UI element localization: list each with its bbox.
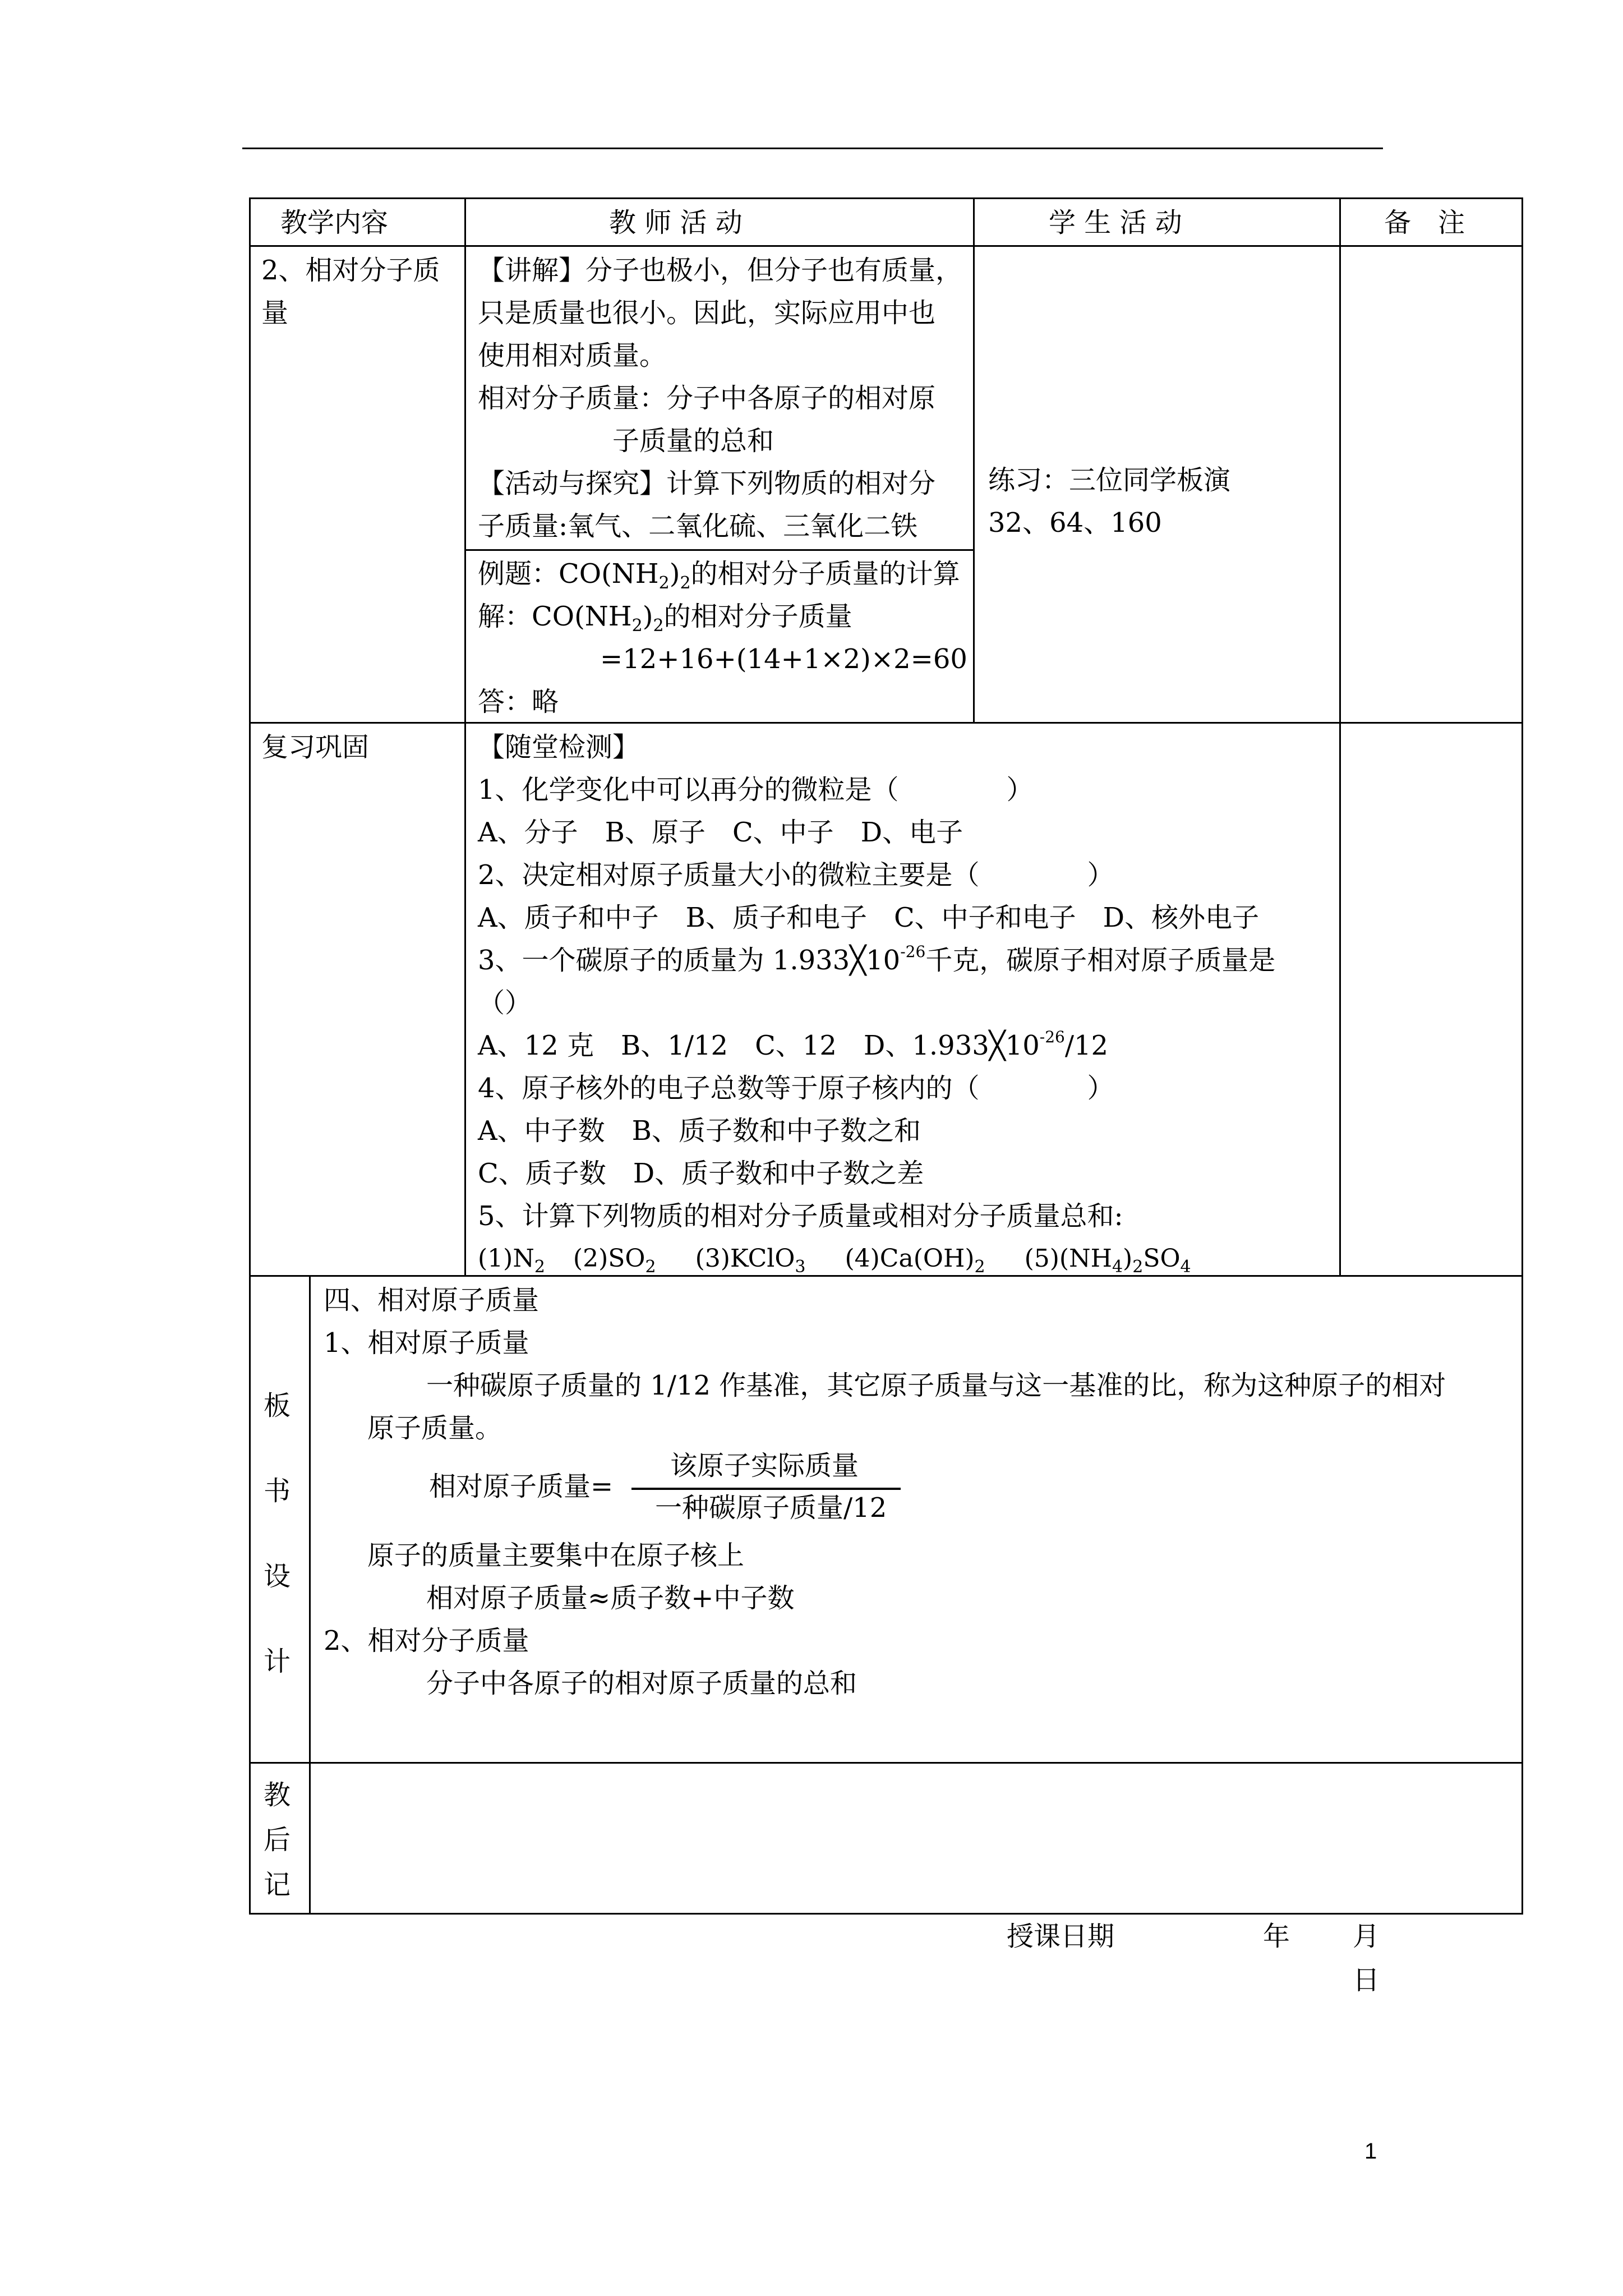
question-3-cont: （） (478, 987, 532, 1019)
question-4-options-2: C、质子数 D、质子数和中子数之差 (478, 1158, 924, 1189)
board-line-7: 2、相对分子质量 (324, 1625, 529, 1657)
teacher-line: 【讲解】分子也极小，但分子也有质量， (478, 255, 963, 286)
page-number: 1 (1364, 2139, 1377, 2164)
question-1-options: A、分子 B、原子 C、中子 D、电子 (478, 817, 963, 848)
example-line-3: =12+16+(14+1×2)×2=60 (600, 643, 967, 675)
example-line-1: 例题：$CO(NH_2)_2$的相对分子质量的计算 (478, 558, 960, 593)
content-cell-molecule: 2、相对分子质 量 (261, 255, 440, 329)
board-line-6: 相对原子质量≈质子数+中子数 (426, 1582, 795, 1614)
example-line-4: 答：略 (478, 686, 559, 717)
header-student: 学 生 活 动 (1049, 207, 1182, 238)
teacher-line: 子质量:氧气、二氧化硫、三氧化二铁 (478, 510, 918, 542)
date-month: 月 (1353, 1921, 1380, 1952)
formula-numerator: 该原子实际质量 (670, 1450, 859, 1481)
header-rule (242, 148, 1383, 149)
question-3: 3、一个碳原子的质量为 $1.933╳10^{-26}$千克，碳原子相对原子质量是 (478, 942, 1276, 976)
teacher-cell-molecule (478, 249, 962, 547)
review-cell (478, 726, 1275, 1280)
header-notes: 备 注 (1384, 207, 1465, 238)
after-class-label: 教 后 记 (264, 1779, 291, 1901)
question-5: 5、计算下列物质的相对分子质量或相对分子质量总和: (478, 1200, 1123, 1232)
teacher-line: 相对分子质量：分子中各原子的相对原 (478, 383, 936, 414)
content-cell-review: 复习巩固 (261, 731, 370, 763)
board-line-2: 1、相对原子质量 (324, 1327, 529, 1359)
question-5-items: $(1)N_2$ $(2)SO_2$ (3)KClO$_3$ $(4)Ca(OH)_2$ $(5)(NH_4)_2SO_4$ (478, 1244, 1191, 1277)
board-line-4: 原子质量。 (367, 1412, 502, 1444)
date-day: 日 (1353, 1964, 1380, 1996)
board-line-8: 分子中各原子的相对原子质量的总和 (426, 1668, 857, 1699)
board-line-1: 四、相对原子质量 (324, 1285, 540, 1316)
header-content: 教学内容 (280, 207, 389, 238)
teacher-line: 【活动与探究】计算下列物质的相对分 (478, 468, 936, 499)
board-design-label: 板 书 设 计 (264, 1390, 291, 1677)
date-year: 年 (1263, 1921, 1290, 1952)
example-line-2: 解：$CO(NH_2)_2$的相对分子质量 (478, 601, 852, 636)
teacher-line: 只是质量也很小。因此，实际应用中也 (478, 297, 936, 329)
question-2-options: A、质子和中子 B、质子和电子 C、中子和电子 D、核外电子 (478, 902, 1260, 933)
question-4: 4、原子核外的电子总数等于原子核内的（ ） (478, 1073, 1114, 1104)
teacher-line: 使用相对质量。 (478, 340, 667, 371)
question-3-options: A、12 克 B、1/12 C、12 D、$1.933╳10^{-26}/12$ (478, 1028, 1109, 1061)
review-title: 【随堂检测】 (478, 731, 640, 763)
question-1: 1、化学变化中可以再分的微粒是（ ） (478, 774, 1034, 806)
header-teacher: 教 师 活 动 (609, 207, 743, 238)
formula-left: 相对原子质量= (429, 1471, 614, 1502)
teacher-line: 子质量的总和 (612, 425, 774, 457)
board-line-3: 一种碳原子质量的 1/12 作基准，其它原子质量与这一基准的比，称为这种原子的相对 (426, 1370, 1446, 1401)
question-4-options-1: A、中子数 B、质子数和中子数之和 (478, 1115, 921, 1147)
formula-denominator: 一种碳原子质量/12 (655, 1492, 887, 1524)
example-cell (478, 553, 967, 723)
board-line-5: 原子的质量主要集中在原子核上 (367, 1540, 745, 1571)
question-2: 2、决定相对原子质量大小的微粒主要是（ ） (478, 859, 1114, 891)
student-cell-molecule: 练习：三位同学板演 32、64、160 (988, 464, 1231, 539)
date-label: 授课日期 (1007, 1921, 1115, 1952)
